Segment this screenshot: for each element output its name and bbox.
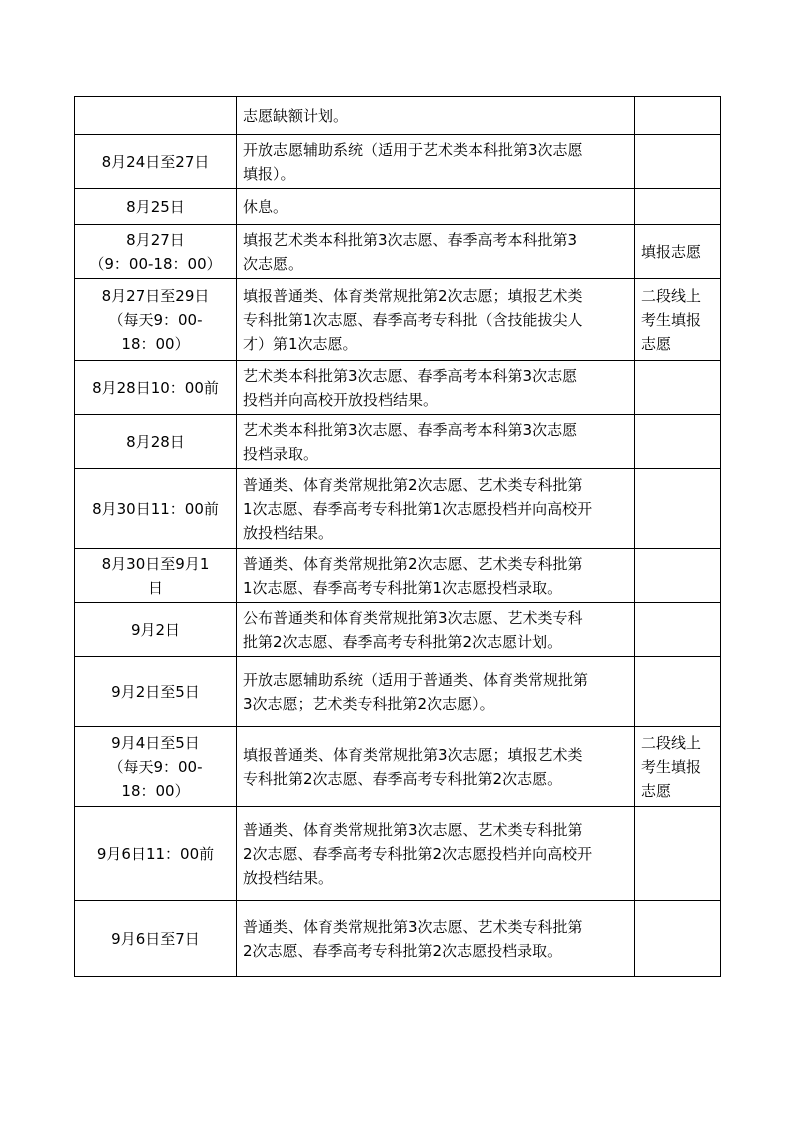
date-line: （9：00-18：00） — [89, 254, 222, 273]
date-cell — [75, 603, 237, 657]
note-line: 二段线上 — [641, 286, 702, 305]
content-line: 放投档结果。 — [243, 868, 334, 887]
note-cell — [635, 657, 721, 727]
content-cell — [237, 807, 635, 901]
note-cell — [635, 97, 721, 135]
content-line: 开放志愿辅助系统（适用于普通类、体育类常规批第 — [243, 670, 589, 689]
admission-schedule-table — [74, 96, 721, 977]
date-line: 9月4日至5日 — [111, 733, 200, 752]
date-cell — [75, 189, 237, 225]
note-cell — [635, 279, 721, 361]
date-line: （每天9：00- — [108, 757, 203, 776]
note-cell — [635, 727, 721, 807]
content-cell — [237, 225, 635, 279]
date-line: 8月27日 — [126, 230, 185, 249]
content-cell — [237, 361, 635, 415]
date-line: 日 — [147, 578, 163, 597]
content-line: 2次志愿、春季高考专科批第2次志愿投档录取。 — [243, 941, 563, 960]
content-cell — [237, 415, 635, 469]
note-cell — [635, 225, 721, 279]
schedule-table-body — [75, 97, 721, 977]
date-line: 8月25日 — [126, 197, 185, 216]
date-cell — [75, 225, 237, 279]
schedule-row — [75, 549, 721, 603]
note-cell — [635, 135, 721, 189]
date-line: 8月30日至9月1 — [101, 554, 210, 573]
content-cell — [237, 549, 635, 603]
date-line: 18：00） — [121, 334, 190, 353]
content-line: 填报艺术类本科批第3次志愿、春季高考本科批第3 — [243, 230, 578, 249]
content-line: 投档录取。 — [243, 444, 319, 463]
schedule-row — [75, 901, 721, 977]
date-cell — [75, 279, 237, 361]
date-cell — [75, 97, 237, 135]
date-cell — [75, 657, 237, 727]
content-line: 开放志愿辅助系统（适用于艺术类本科批第3次志愿 — [243, 140, 583, 159]
content-line: 休息。 — [243, 197, 289, 216]
note-cell — [635, 549, 721, 603]
content-line: 公布普通类和体育类常规批第3次志愿、艺术类专科 — [243, 608, 583, 627]
date-cell — [75, 807, 237, 901]
content-cell — [237, 657, 635, 727]
content-cell — [237, 603, 635, 657]
content-cell — [237, 279, 635, 361]
content-line: 1次志愿、春季高考专科批第1次志愿投档录取。 — [243, 578, 563, 597]
schedule-row — [75, 97, 721, 135]
date-cell — [75, 549, 237, 603]
content-line: 填报普通类、体育类常规批第3次志愿；填报艺术类 — [243, 745, 583, 764]
date-line: 9月6日至7日 — [111, 929, 200, 948]
schedule-row — [75, 135, 721, 189]
content-line: 艺术类本科批第3次志愿、春季高考本科第3次志愿 — [243, 420, 578, 439]
date-line: 18：00） — [121, 781, 190, 800]
content-line: 才）第1次志愿。 — [243, 334, 358, 353]
note-line: 志愿 — [641, 334, 672, 353]
content-line: 艺术类本科批第3次志愿、春季高考本科第3次志愿 — [243, 366, 578, 385]
content-line: 3次志愿；艺术类专科批第2次志愿）。 — [243, 694, 495, 713]
note-line: 填报志愿 — [641, 242, 702, 261]
note-cell — [635, 807, 721, 901]
content-cell — [237, 901, 635, 977]
content-line: 填报）。 — [243, 164, 296, 183]
date-line: 9月6日11：00前 — [96, 844, 215, 863]
content-cell — [237, 469, 635, 549]
note-cell — [635, 603, 721, 657]
date-line: 9月2日 — [130, 620, 181, 639]
content-line: 投档并向高校开放投档结果。 — [243, 390, 439, 409]
content-line: 次志愿。 — [243, 254, 304, 273]
date-line: 8月28日 — [126, 432, 185, 451]
date-cell — [75, 135, 237, 189]
content-line: 志愿缺额计划。 — [243, 106, 349, 125]
schedule-row — [75, 361, 721, 415]
content-line: 1次志愿、春季高考专科批第1次志愿投档并向高校开 — [243, 499, 593, 518]
schedule-row — [75, 189, 721, 225]
schedule-row — [75, 657, 721, 727]
schedule-row — [75, 415, 721, 469]
note-cell — [635, 415, 721, 469]
date-line: （每天9：00- — [108, 310, 203, 329]
date-cell — [75, 415, 237, 469]
note-cell — [635, 361, 721, 415]
note-cell — [635, 189, 721, 225]
date-line: 8月30日11：00前 — [92, 499, 219, 518]
content-cell — [237, 135, 635, 189]
note-cell — [635, 901, 721, 977]
date-cell — [75, 361, 237, 415]
date-line: 9月2日至5日 — [111, 682, 200, 701]
content-line: 批第2次志愿、春季高考专科批第2次志愿计划。 — [243, 632, 563, 651]
date-cell — [75, 727, 237, 807]
content-line: 普通类、体育类常规批第2次志愿、艺术类专科批第 — [243, 554, 583, 573]
note-line: 考生填报 — [641, 757, 702, 776]
content-line: 填报普通类、体育类常规批第2次志愿；填报艺术类 — [243, 286, 583, 305]
content-cell — [237, 97, 635, 135]
note-line: 志愿 — [641, 781, 672, 800]
schedule-row — [75, 727, 721, 807]
content-line: 专科批第1次志愿、春季高考专科批（含技能拔尖人 — [243, 310, 583, 329]
date-cell — [75, 469, 237, 549]
content-cell — [237, 189, 635, 225]
date-line: 8月24日至27日 — [101, 152, 210, 171]
note-line: 考生填报 — [641, 310, 702, 329]
date-cell — [75, 901, 237, 977]
schedule-row — [75, 225, 721, 279]
schedule-row — [75, 279, 721, 361]
schedule-row — [75, 807, 721, 901]
content-line: 普通类、体育类常规批第3次志愿、艺术类专科批第 — [243, 820, 583, 839]
note-line: 二段线上 — [641, 733, 702, 752]
content-line: 放投档结果。 — [243, 523, 334, 542]
content-line: 普通类、体育类常规批第2次志愿、艺术类专科批第 — [243, 475, 583, 494]
date-line: 8月28日10：00前 — [92, 378, 219, 397]
content-line: 普通类、体育类常规批第3次志愿、艺术类专科批第 — [243, 917, 583, 936]
content-cell — [237, 727, 635, 807]
schedule-row — [75, 469, 721, 549]
content-line: 2次志愿、春季高考专科批第2次志愿投档并向高校开 — [243, 844, 593, 863]
date-line: 8月27日至29日 — [101, 286, 210, 305]
note-cell — [635, 469, 721, 549]
schedule-row — [75, 603, 721, 657]
content-line: 专科批第2次志愿、春季高考专科批第2次志愿。 — [243, 769, 563, 788]
